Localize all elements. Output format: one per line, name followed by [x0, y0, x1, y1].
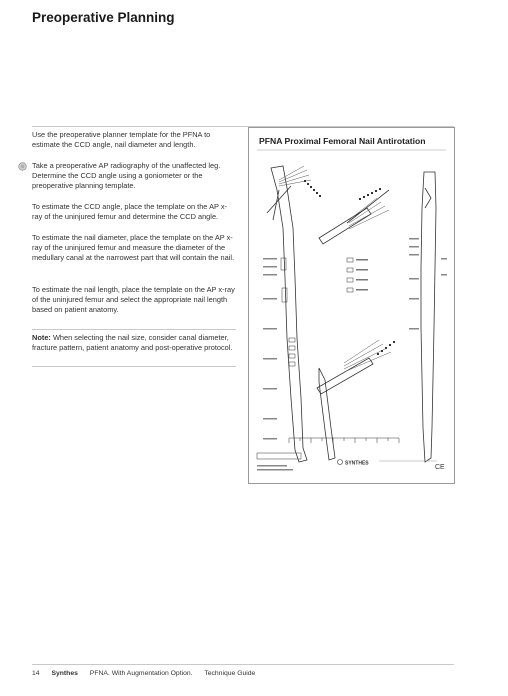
nail-right-icon — [421, 172, 436, 462]
note-paragraph — [32, 333, 237, 353]
planning-template-figure — [248, 127, 455, 484]
page-title: Preoperative Planning — [32, 10, 175, 25]
template-brand: SYNTHES — [345, 460, 369, 467]
page-number: 14 — [32, 670, 40, 677]
nail-left-icon — [267, 166, 307, 462]
step-4-paragraph: To estimate the nail length, place the template on the AP x-ray of the uninjured femur and select the appropriate nail length based on patient anatomy. — [32, 285, 235, 315]
footer-guide-title: PFNA. With Augmentation Option. — [89, 670, 193, 677]
measurement-ruler-icon — [289, 438, 399, 443]
step-3-paragraph: To estimate the nail diameter, place the template on the AP x-ray of the uninjured femur and measure the diameter of the medullary canal at the narrowest part that will contain the nail. — [32, 233, 235, 263]
page-footer — [32, 670, 265, 677]
nail-middle-upper-icon — [319, 190, 389, 244]
ce-mark: CE — [435, 464, 445, 471]
note-text: When selecting the nail size, consider canal diameter, fracture pattern, patient anatomy and post-operative protocol. — [32, 333, 233, 353]
divider-note-top — [32, 329, 236, 330]
nail-middle-lower-icon — [317, 358, 373, 460]
divider-note-bottom — [32, 366, 236, 367]
divider-footer — [32, 664, 454, 665]
footer-brand: Synthes — [51, 670, 78, 677]
note-label: Note: — [32, 333, 51, 342]
template-title: PFNA Proximal Femoral Nail Antirotation — [259, 136, 426, 146]
template-drawing — [249, 128, 454, 483]
step-1-paragraph: Take a preoperative AP radiography of the unaffected leg. Determine the CCD angle using a goniometer or the preoperative planning template. — [32, 161, 221, 191]
step-2-paragraph: To estimate the CCD angle, place the template on the AP x-ray of the uninjured femur and determine the CCD angle. — [32, 202, 228, 222]
footer-doc-type: Technique Guide — [204, 670, 256, 677]
intro-paragraph: Use the preoperative planner template for the PFNA to estimate the CCD angle, nail diameter and length. — [32, 130, 211, 150]
step-bullet-icon — [18, 162, 27, 171]
